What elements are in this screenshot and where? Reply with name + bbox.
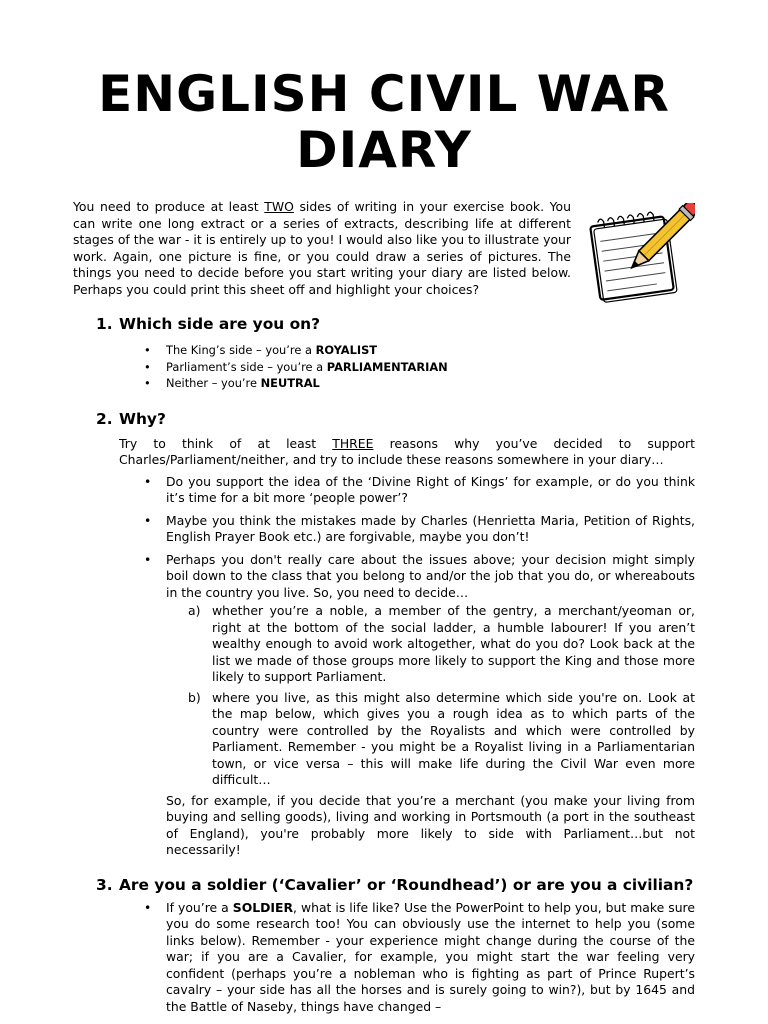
section-2-bullets [144, 473, 695, 602]
section-3-title: Are you a soldier (‘Cavalier’ or ‘Roundhead’) or are you a civilian? [119, 875, 694, 894]
intro-paragraph [73, 199, 571, 298]
section-3-heading [73, 875, 695, 895]
section-2-number: 2. [96, 409, 113, 428]
list-item: b) where you live, as this might also determine which side you're on. Look at the map below, which gives you a rough idea as to which parts of the country were controlled by the Royalists and which were controlled by Parliament. Remember - you might be a Royalist living in a Parliamentarian town, or vice versa – this will make life during the Civil War even more difficult… [188, 689, 695, 787]
section-2-heading [73, 409, 695, 429]
section-3-bullets [144, 899, 695, 1016]
intro-text-1: You need to produce at least [73, 199, 265, 214]
list-item: • Parliament’s side – you’re a PARLIAMENTARIAN [144, 359, 448, 374]
list-item: • Perhaps you don't really care about the issues above; your decision might simply boil down to the class that you belong to and/or the job that you do, or whereabouts in the country you live. So, you need to decide… [144, 551, 695, 600]
section-1-list [144, 342, 686, 392]
notepad-pencil-icon [583, 203, 695, 305]
page-title [0, 66, 768, 178]
section-2-intro: Try to think of at least THREE reasons why you’ve decided to support Charles/Parliament/neither, and try to include these reasons somewhere in your diary… [119, 435, 695, 467]
section-1-heading [73, 314, 695, 334]
section-2-sublist [188, 603, 695, 789]
section-3-number: 3. [96, 875, 113, 894]
three-underlined: THREE [332, 435, 374, 451]
intro-two-underlined: TWO [264, 199, 294, 214]
content [73, 310, 695, 1015]
list-item: • Maybe you think the mistakes made by Charles (Henrietta Maria, Petition of Rights, English Prayer Book etc.) are forgivable, maybe you don’t! [144, 512, 695, 544]
list-item: • If you’re a SOLDIER, what is life like? Use the PowerPoint to help you, but make sure you do some research too! You can obviously use the internet to help you (some links below). Remember - your experience might change during the course of the war; if you are a Cavalier, for example, you might start the war feeling very confident (perhaps you’re a nobleman who is fighting as part of Prince Rupert’s cavalry – your side has all the horses and is surely going to win?), but by 1645 and the Battle of Naseby, things have changed – [144, 899, 695, 1014]
list-item: a) whether you’re a noble, a member of the gentry, a merchant/yeoman or, right at the bottom of the social ladder, a humble labourer! If you aren’t wealthy enough to avoid work altogether, what do you do? Look back at the list we made of those groups more likely to support the King and those more likely to support Parliament. [188, 603, 695, 684]
title-line-1: ENGLISH CIVIL WAR [98, 65, 670, 123]
section-1-number: 1. [96, 315, 113, 333]
section-2-title: Why? [119, 409, 166, 428]
section-2-example: So, for example, if you decide that you’re a merchant (you make your living from buying and selling goods), living and working in Portsmouth (a port in the southeast of England), you're probably more likely to side with Parliament…but not necessarily! [166, 792, 695, 857]
list-item: • Neither – you’re NEUTRAL [144, 376, 320, 390]
list-item: • The King’s side – you’re a ROYALIST [144, 343, 378, 357]
section-1-title: Which side are you on? [119, 315, 321, 333]
title-line-2: DIARY [296, 121, 472, 179]
intro-text-2: sides of writing in your exercise book. You can write one long extract or a series of extracts, describing life at different stages of the war - it is entirely up to you! I would also like you to illustrate your work. Again, one picture is fine, or you could draw a series of pictures. The things you need to decide before you start writing your diary are listed below. Perhaps you could print this sheet off and highlight your choices? [73, 199, 571, 297]
list-item: • Do you support the idea of the ‘Divine Right of Kings’ for example, or do you think it’s time for a bit more ‘people power’? [144, 473, 695, 505]
